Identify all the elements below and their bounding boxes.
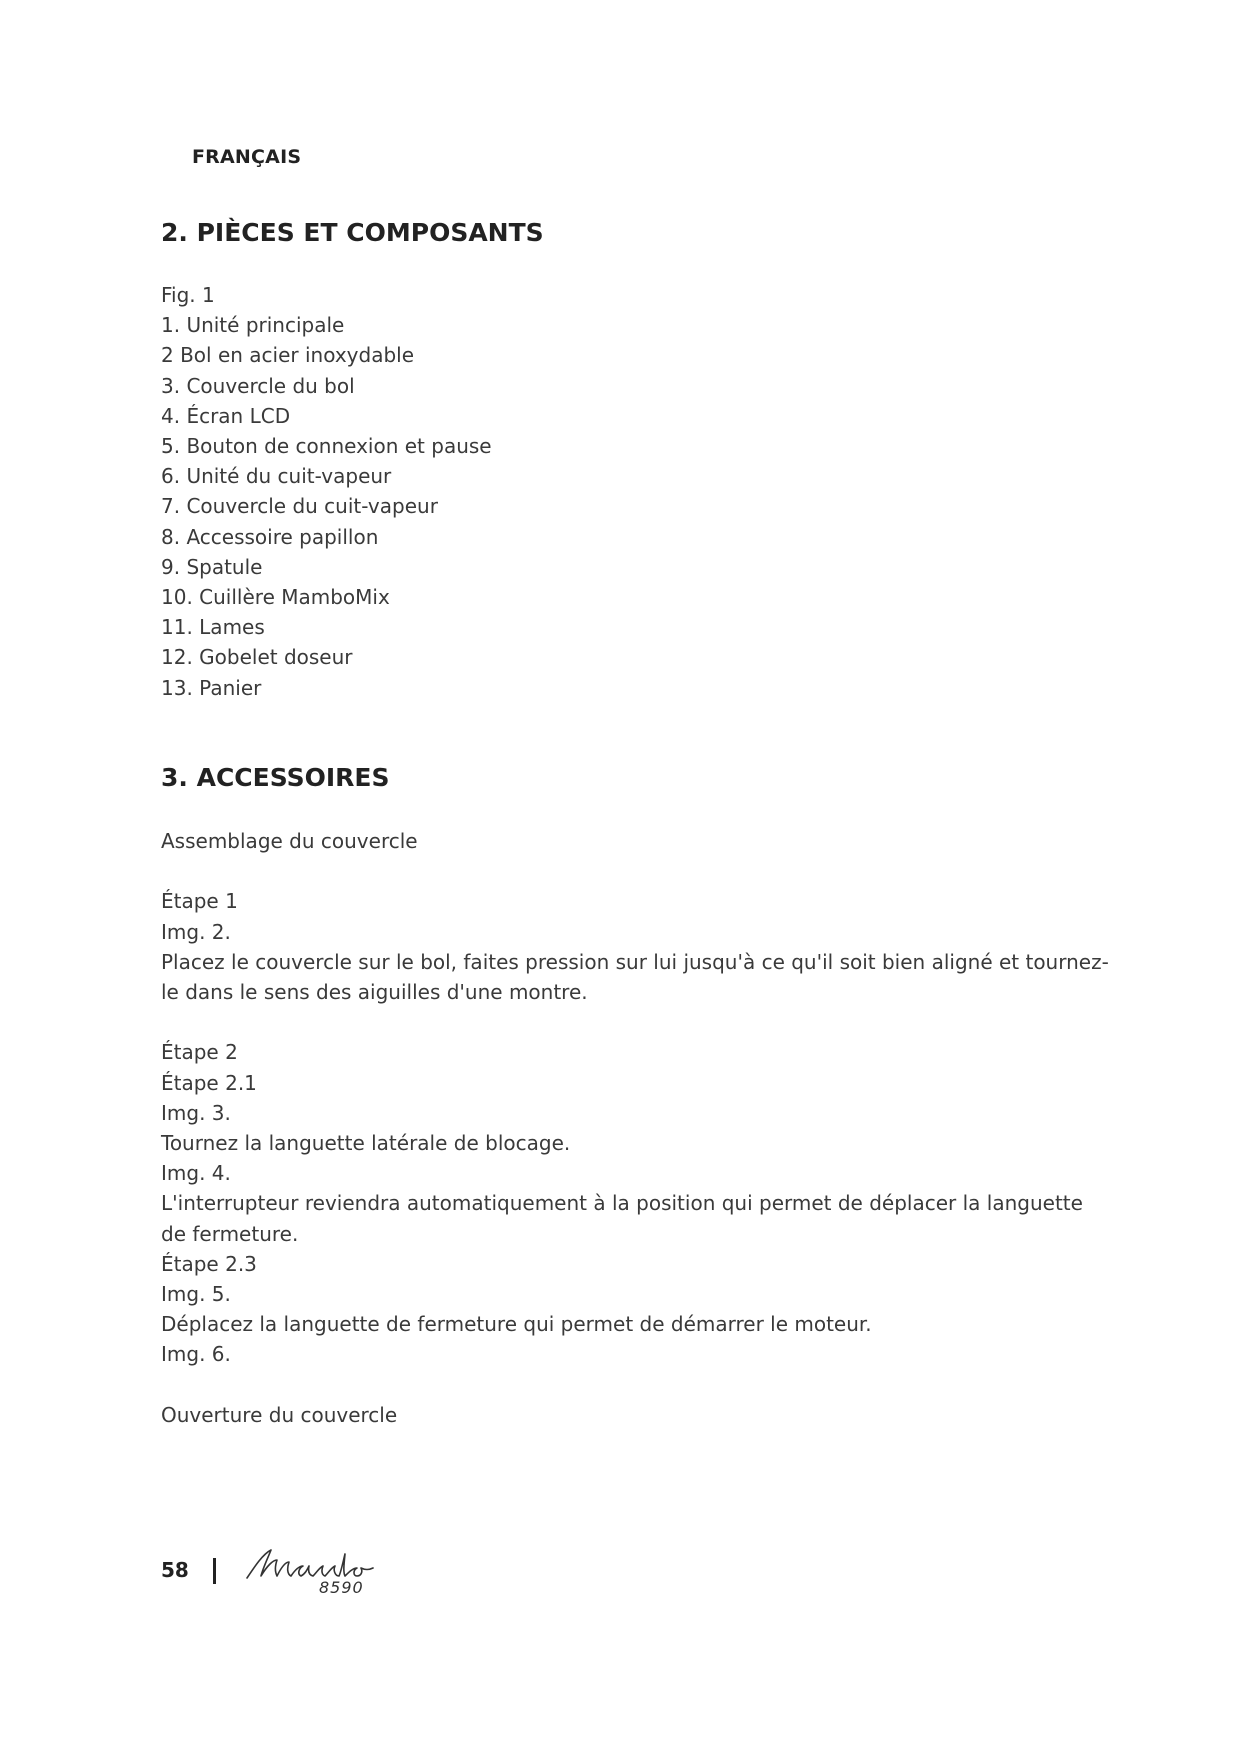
footer-separator [213,1558,216,1584]
page-number: 58 [161,1558,189,1582]
img-6-label: Img. 6. [161,1342,231,1367]
img-5-text: Déplacez la languette de fermeture qui permet de démarrer le moteur. [161,1312,872,1337]
list-item: 10. Cuillère MamboMix [161,585,390,610]
list-item: 5. Bouton de connexion et pause [161,434,492,459]
list-item: 9. Spatule [161,554,263,579]
step-2-3-label: Étape 2.3 [161,1251,257,1276]
list-item: 12. Gobelet doseur [161,645,353,670]
step-1-label: Étape 1 [161,889,238,914]
step-1-img: Img. 2. [161,919,231,944]
img-3-text: Tournez la languette latérale de blocage. [161,1131,571,1155]
section-3-title: 3. ACCESSOIRES [161,763,390,792]
section-2-title: 2. PIÈCES ET COMPOSANTS [161,218,544,247]
parts-list [161,280,1111,703]
language-label: FRANÇAIS [192,146,302,168]
step-2-1-label: Étape 2.1 [161,1070,257,1095]
list-item: 8. Accessoire papillon [161,524,379,549]
step-2-label: Étape 2 [161,1040,238,1065]
subtitle-assembly: Assemblage du couvercle [161,829,418,853]
list-item: 2 Bol en acier inoxydable [161,343,415,368]
list-item: 11. Lames [161,615,265,640]
img-4-text: L'interrupteur reviendra automatiquement à la position qui permet de déplacer la languette de fermeture. [161,1191,1083,1246]
img-3-label: Img. 3. [161,1100,231,1125]
list-item: 4. Écran LCD [161,403,291,428]
list-item: 6. Unité du cuit-vapeur [161,464,392,489]
img-5-label: Img. 5. [161,1282,231,1307]
img-4-label: Img. 4. [161,1161,231,1186]
accessories-text [161,826,1111,1430]
list-item: 3. Couvercle du bol [161,373,355,398]
step-1-text: Placez le couvercle sur le bol, faites pression sur lui jusqu'à ce qu'il soit bien aligné et tournez-le dans le sens des aiguilles d'une montre. [161,949,1109,1004]
list-item: 1. Unité principale [161,313,345,338]
fig-label: Fig. 1 [161,283,215,307]
list-item: 7. Couvercle du cuit-vapeur [161,494,438,519]
logo-model: 8590 [319,1578,364,1597]
subtitle-opening: Ouverture du couvercle [161,1402,398,1427]
list-item: 13. Panier [161,675,262,700]
